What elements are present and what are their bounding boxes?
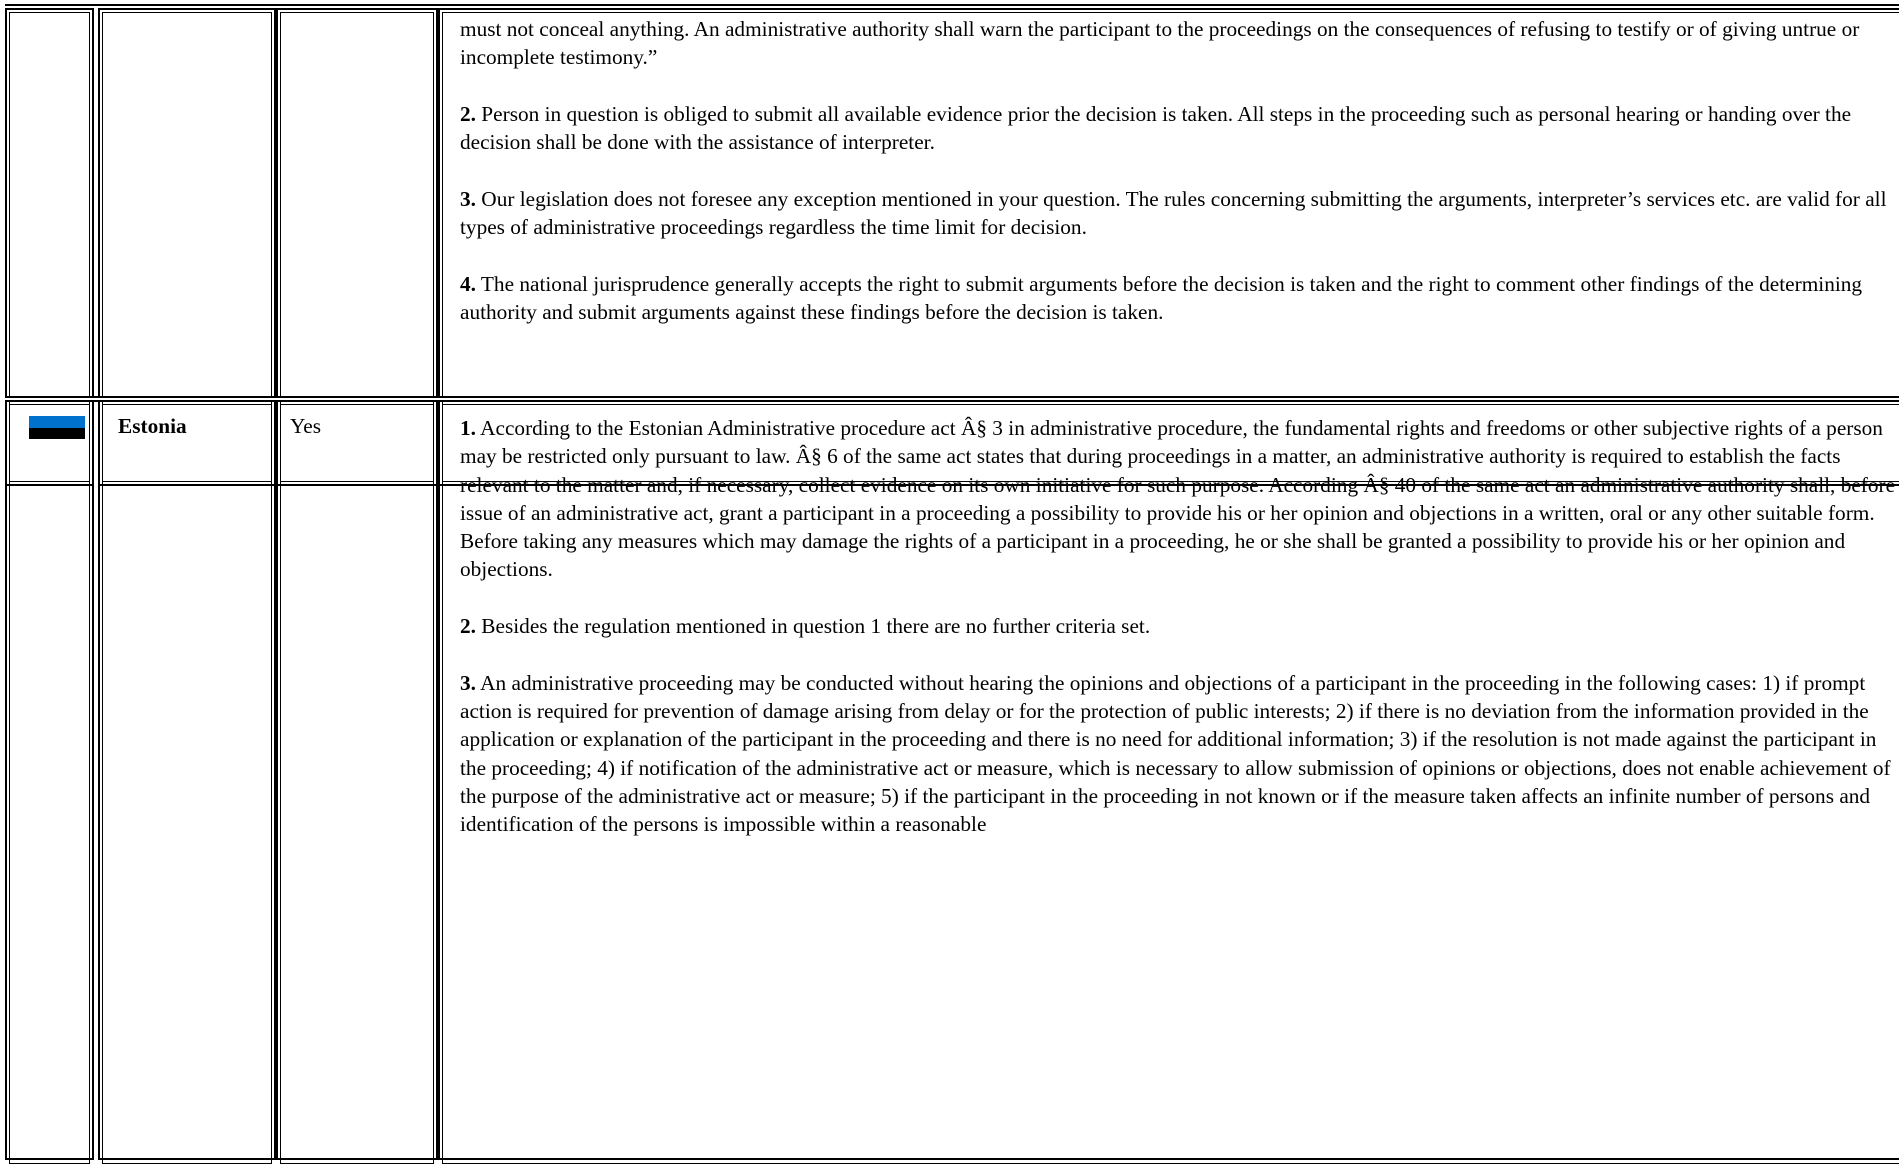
paragraph-number: 3. xyxy=(460,186,476,211)
paragraph xyxy=(460,100,1899,157)
flag-cell-inner xyxy=(9,404,90,1164)
country-name: Estonia xyxy=(118,414,187,438)
table-row xyxy=(0,398,1899,1138)
details-text xyxy=(460,15,1899,326)
paragraph-text: Person in question is obliged to submit all available evidence prior the decision is taken. All steps in the proceeding such as personal hearing or handing over the decision shall be done with the assistance of interpreter. xyxy=(460,101,1852,155)
country-cell-inner xyxy=(102,404,272,1164)
estonia-flag-icon xyxy=(29,416,85,451)
paragraph xyxy=(460,669,1899,839)
paragraph-text: According to the Estonian Administrative procedure act Â§ 3 in administrative procedure, the fundamental rights and freedoms or other subjective rights of a person may be restricted only pursuant to law. Â§ 6 of the same act states that during proceedings in a matter, an administrative authority is required to establish the facts relevant to the matter and, if necessary, collect evidence on its own initiative for such purpose. According Â§ 40 of the same act an administrative authority shall, before issue of an administrative act, grant a participant in a proceeding a possibility to provide his or her opinion and objections in a written, oral or any other suitable form. Before taking any measures which may damage the rights of a participant in a proceeding, he or she shall be granted a possibility to provide his or her opinion and objections. xyxy=(460,416,1896,582)
answer-value: Yes xyxy=(290,414,321,438)
paragraph-text: The national jurisprudence generally accepts the right to submit arguments before the decision is taken and the right to comment other findings of the determining authority and submit arguments against these findings before the decision is taken. xyxy=(460,271,1863,324)
details-text xyxy=(460,414,1899,838)
paragraph-text: Besides the regulation mentioned in question 1 there are no further criteria set. xyxy=(475,614,1151,639)
paragraph-number: 2. xyxy=(460,101,476,126)
flag-stripe-white xyxy=(29,439,85,451)
row-separator-line xyxy=(5,396,1899,398)
paragraph-number: 4. xyxy=(460,271,476,296)
row-separator-line xyxy=(5,400,1899,402)
paragraph xyxy=(460,414,1899,584)
paragraph-text: must not conceal anything. An administrative authority shall warn the participant to the proceedings on the consequences of refusing to testify or of giving untrue or incomplete testimony.” xyxy=(460,17,1860,70)
answer-cell-inner xyxy=(280,404,434,1164)
paragraph xyxy=(460,185,1899,242)
flag-stripe-blue xyxy=(29,416,85,428)
paragraph-text: Our legislation does not foresee any exception mentioned in your question. The rules concerning submitting the arguments, interpreter’s services etc. are valid for all types of administrative proceedings regardless the time limit for decision. xyxy=(460,186,1887,240)
paragraph xyxy=(460,612,1899,640)
paragraph-number: 1. xyxy=(460,416,476,440)
paragraph xyxy=(460,270,1899,327)
flag-stripe-black xyxy=(29,428,85,439)
paragraph-number: 3. xyxy=(460,670,476,695)
paragraph-number: 2. xyxy=(460,614,476,639)
paragraph xyxy=(460,15,1899,72)
paragraph-text: An administrative proceeding may be conducted without hearing the opinions and objections of a participant in the proceeding in the following cases: 1) if prompt action is required for prevention of damage arising from delay or for the protection of public interests; 2) if there is no deviation from the information provided in the application or explanation of the participant in the proceeding and there is no need for additional information; 3) if the resolution is not made against the participant in the proceeding; 4) if notification of the administrative act or measure, which is necessary to allow submission of opinions or objections, does not enable achievement of the purpose of the administrative act or measure; 5) if the participant in the proceeding in not known or if the measure taken affects an infinite number of persons and identification of the persons is impossible within a reasonable xyxy=(460,670,1891,837)
